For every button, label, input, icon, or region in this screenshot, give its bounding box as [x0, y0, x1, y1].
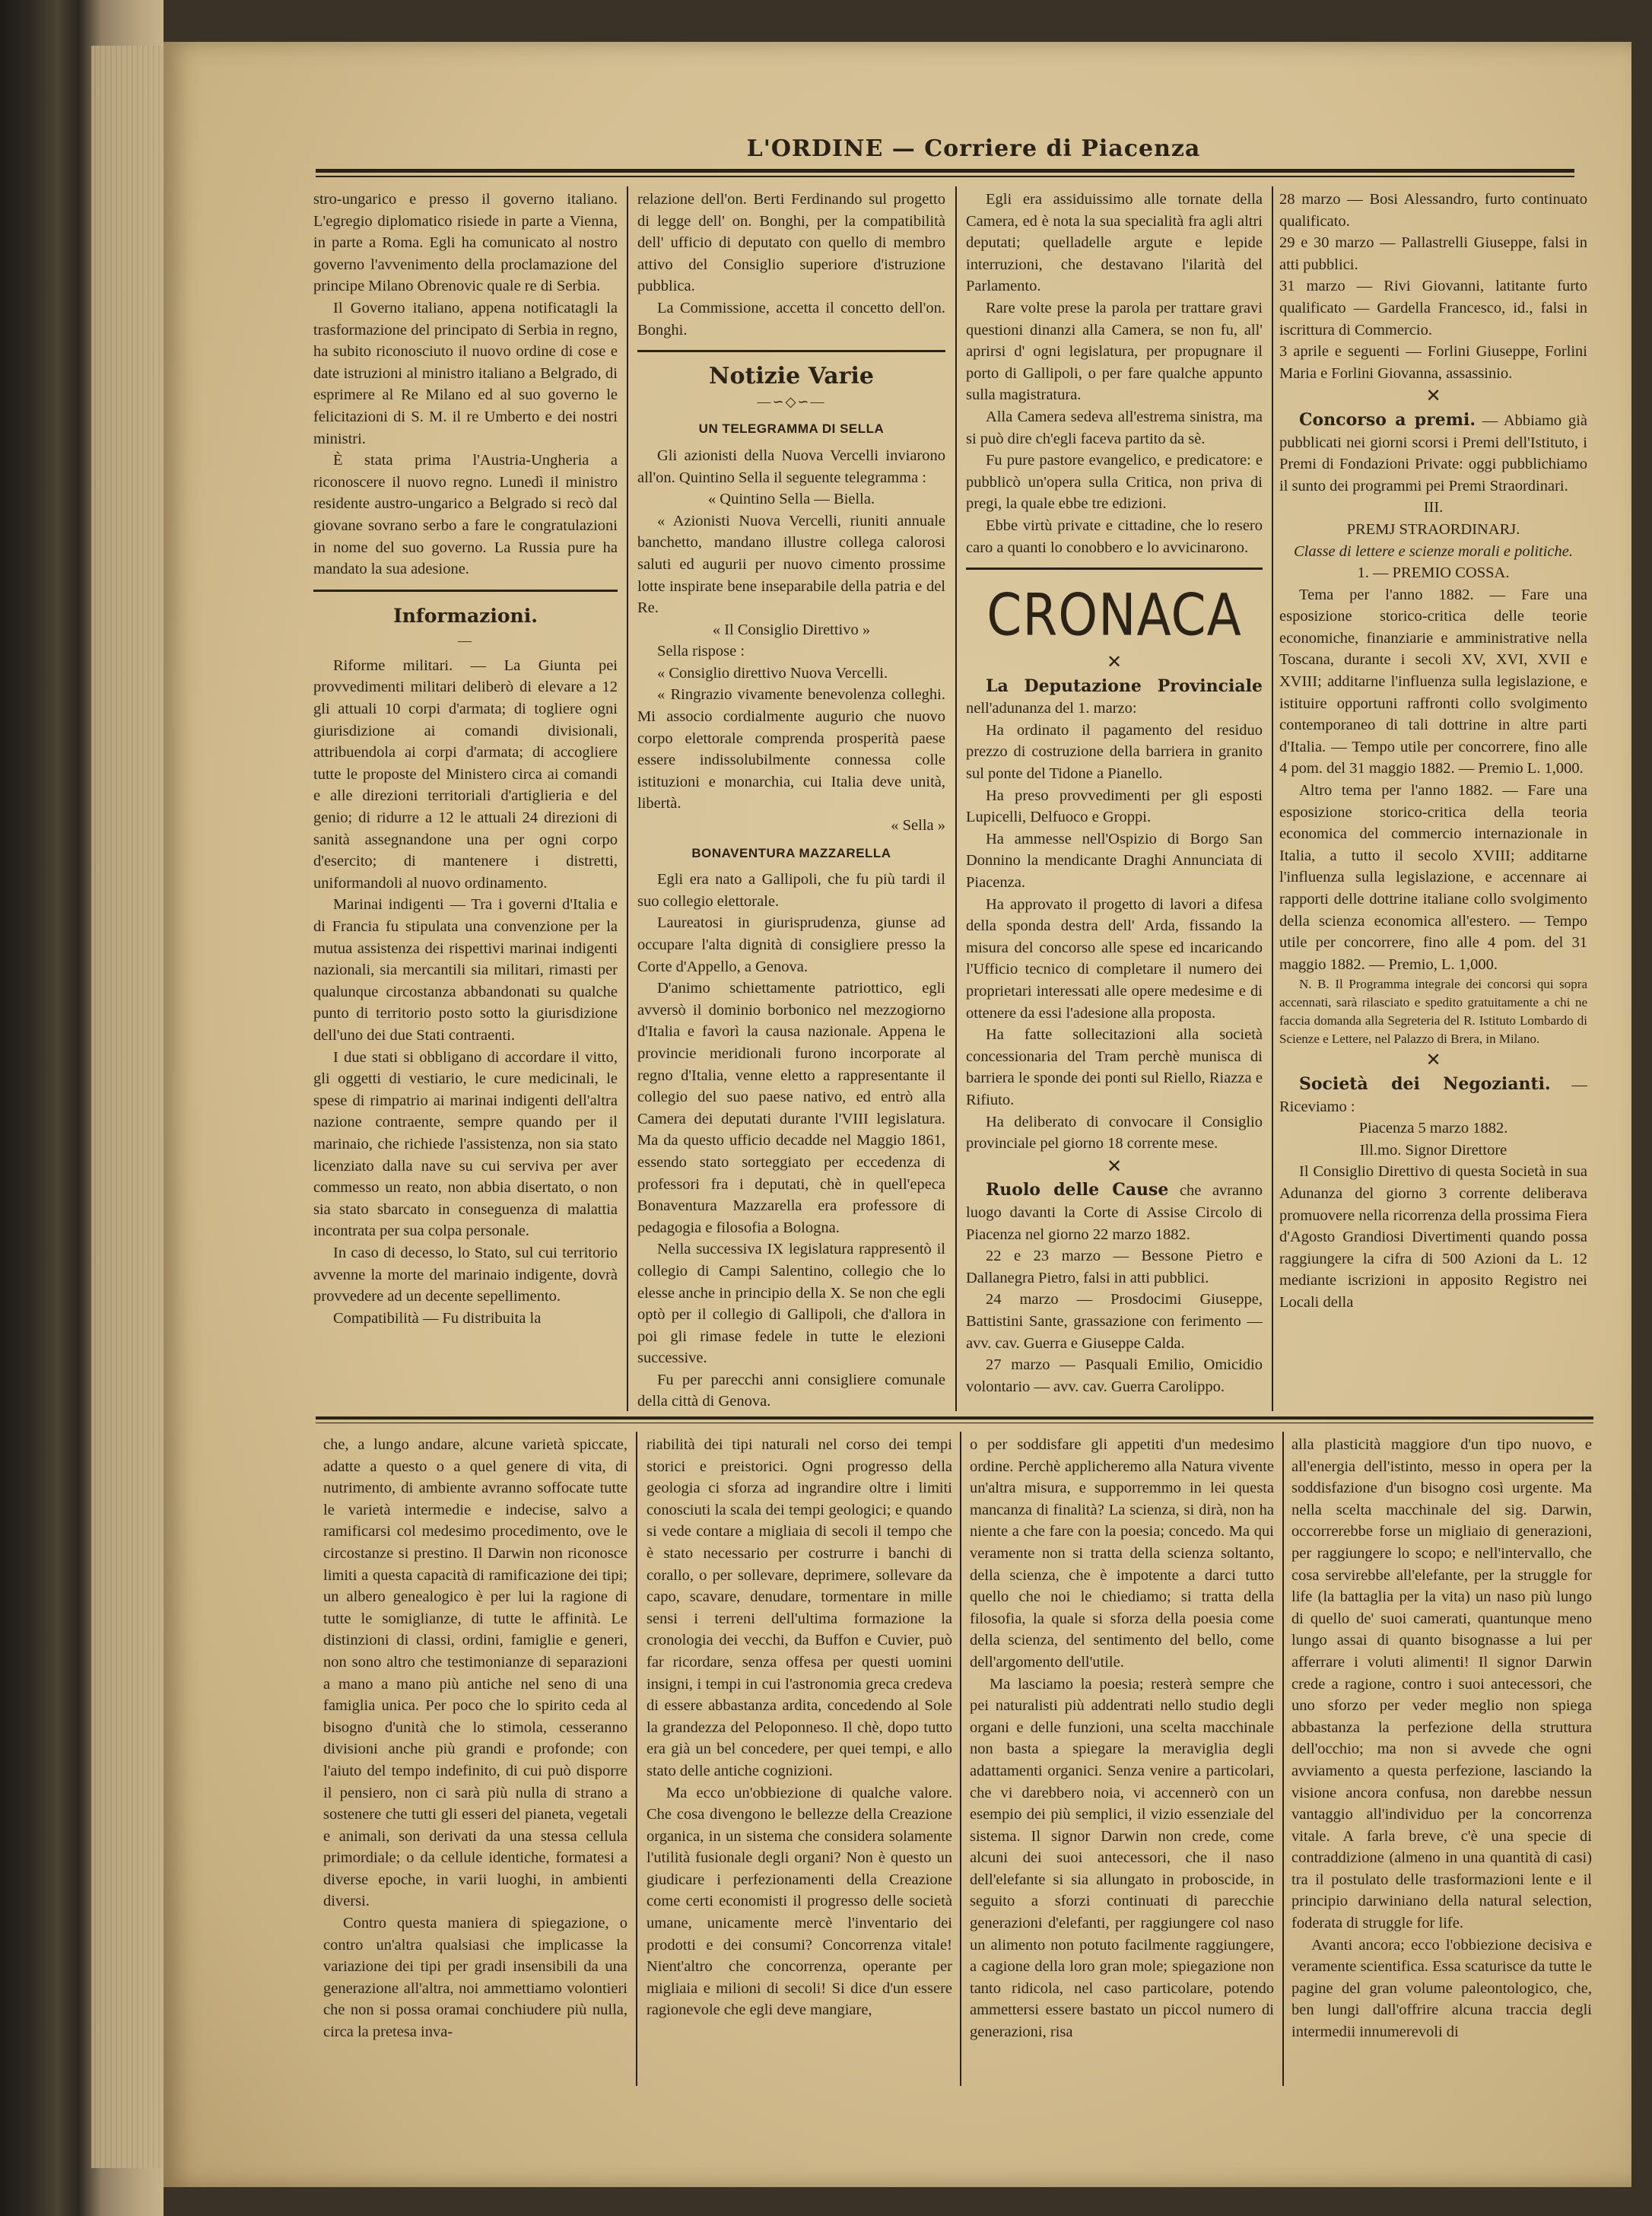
cross-separator: ✕	[1425, 386, 1441, 407]
article-lead-rest: che avranno luogo davanti la Corte di Assise Circolo di Piacenza nel giorno 22 marzo 1882.	[966, 1182, 1263, 1243]
section-title-cronaca: CRONACA	[986, 581, 1242, 649]
lower-column-4	[1291, 1434, 1592, 2088]
footnote: N. B. Il Programma integrale dei concorsi qui sopra accennati, sarà rilasciato e spedito gratuitamente a chi ne faccia domanda alla Segreteria del R. Istituto Lombardo di Scienze e Lettere, nel Palazzo di Brera, in Milano.	[1279, 977, 1587, 1047]
article-paragraph: In caso di decesso, lo Stato, sul cui territorio avvenne la morte del marinaio indigente, dovrà provvedere ad un decente sepellimento.	[313, 1244, 618, 1305]
page-edges	[91, 46, 164, 2168]
article-paragraph: « Consiglio direttivo Nuova Vercelli.	[657, 664, 888, 682]
lower-column-3	[970, 1434, 1274, 2088]
article-paragraph: I due stati si obbligano di accordare il vitto, gli oggetti di vestiario, le cure medicinali, le spese di rimpatrio ai marinai indigenti dell'altra nazione contraente, sempre quando per il marinaio, che richiede l'assistenza, non sia stato licenziato dalla nave su cui serviva per aver commesso un reato, non abbia disertato, o non sia stato sbarcato in conseguenza di malattia incontrata per sua colpa personale.	[313, 1048, 618, 1240]
article-paragraph: Compatibilità — Fu distribuita la	[333, 1309, 542, 1327]
article-paragraph: Riforme militari. — La Giunta pei provvedimenti militari deliberò di elevare a 12 gli attuali 10 corpi d'armata; di togliere ogni giurisdizione ai comandi divisionali, attribuendola ai corpi d'armata; di accogliere tutte le proposte del Ministero circa ai comandi e alle direzioni territoriali d'artiglieria e del genio; di ridurre a 12 le attuali 24 direzioni di sanità assegnandone una per ogni corpo d'esercito; di mantenere i distretti, uniformandoli al nuovo ordinamento.	[313, 657, 618, 892]
article-separator	[313, 590, 618, 592]
article-separator	[966, 568, 1263, 570]
article-paragraph: relazione dell'on. Berti Ferdinando sul progetto di legge dell' on. Bonghi, per la compatibilità dell' ufficio di deputato con quello di membro attivo del Consiglio superiore d'istruzione pubblica.	[637, 191, 945, 295]
article-paragraph: « Il Consiglio Direttivo »	[712, 621, 871, 638]
article-paragraph: Marinai indigenti — Tra i governi d'Italia e di Francia fu stipulata una convenzione per la mutua assistenza dei rispettivi marinai indigenti nazionali, sia mercantili sia militari, rimasti per qualunque circostanza abbandonati su qualche punto di territorio posto sotto la giurisdizione dell'uno dei due Stati contraenti.	[313, 896, 618, 1044]
article-paragraph: 28 marzo — Bosi Alessandro, furto continuato qualificato.	[1279, 191, 1587, 230]
article-paragraph: 31 marzo — Rivi Giovanni, latitante furto qualificato — Gardella Francesco, id., falsi in iscrittura di Commercio.	[1279, 278, 1587, 339]
column-rule	[1272, 186, 1273, 1411]
article-paragraph: Ha fatte sollecitazioni alla società concessionaria del Tram perchè munisca di barriera le sponde dei ponti sul Riello, Riazza e Rifiuto.	[966, 1026, 1263, 1108]
article-paragraph: Ha approvato il progetto di lavori a difesa della sponda destra dell' Arda, fissando la misura del concorso alle spese ed incaricando l'Ufficio tecnico di completare il numero dei proprietari interessati alle opere medesime e di ottenere da essi l'adesione alla proposta.	[966, 895, 1263, 1022]
article-paragraph: o per soddisfare gli appetiti d'un medesimo ordine. Perchè applicheremo alla Natura vivente un'altra misura, e supporremmo in lei questa mancanza di finalità? La scienza, si dirà, non ha niente a che fare con la poesia; concedo. Ma qui veramente non si tratta della scienza soltanto, della scienza, che è impotente a darci tutto quello che noi le chiediamo; si tratta della filosofia, la quale si sforza della poesia come della scienza, del sentimento del bello, come dell'argomento dell'utile.	[970, 1436, 1274, 1671]
article-paragraph: Alla Camera sedeva all'estrema sinistra, ma si può dire ch'egli faceva partito da sè.	[966, 408, 1263, 447]
article-lead: Ruolo delle Cause	[986, 1180, 1169, 1200]
article-lead: Concorso a premi.	[1299, 409, 1476, 430]
section-title: Notizie Varie	[709, 363, 874, 390]
prize-title: 1. — PREMIO COSSA.	[1357, 564, 1510, 582]
article-paragraph: Fu pure pastore evangelico, e predicatore: e pubblicò un'opera sulla Critica, non priva di pregi, la quale ebbe tre edizioni.	[966, 452, 1263, 513]
column-3	[966, 189, 1263, 1413]
article-paragraph: Ha ordinato il pagamento del residuo prezzo di costruzione della barriera in granito sul ponte del Tidone a Pianello.	[966, 721, 1263, 783]
article-paragraph: riabilità dei tipi naturali nel corso dei tempi storici e preistorici. Ogni progresso della geologia ci sforza ad ingrandire oltre i limiti conosciuti la scala dei tempi geologici; e quando si vede contare a migliaia di secoli il tempo che è stato necessario per costrurre i banchi di corallo, o per sollevare, deprimere, sollevare da capo, scavare, denudare, tormentare in mille sensi i terreni dell'ultima formazione la cronologia dei vecchi, da Buffon e Cuvier, può far ricordare, senza offesa per questi uomini insigni, i tempi in cui l'astronomia greca credeva di essere abbastanza ardita, concedendo al Sole la grandezza del Peloponneso. Il chè, dopo tutto era già un bel concedere, per quei tempi, e allo stato delle antiche cognizioni.	[647, 1436, 952, 1779]
article-paragraph: Contro questa maniera di spiegazione, o contro un'altra qualsiasi che implicasse la variazione dei tipi per gradi insensibili da una generazione all'altra, noi ammettiamo volontieri che non si possa oramai conchiudere più nulla, circa la pretesa inva-	[323, 1915, 627, 2041]
article-paragraph: Tema per l'anno 1882. — Fare una esposizione storico-critica delle teorie economiche, finanziarie e amministrative nella Toscana, durante i secoli XV, XVI, XVII e XVIII; additarne l'influenza sulla legislazione, e istituire opportuni raffronti collo svolgimento contemporaneo di tali dottrine in altre parti d'Italia. — Tempo utile per concorrere, fino alle 4 pom. del 31 maggio 1882. — Premio L. 1,000.	[1279, 586, 1587, 777]
section-title: Informazioni.	[393, 604, 538, 627]
article-paragraph: Nella successiva IX legislatura rappresentò il collegio di Campi Salentino, collegio che lo elesse anche in principio della X. Se non che egli optò per il collegio di Gallipoli, che d'allora in poi gli rimase fedele in tutte le elezioni successive.	[637, 1241, 945, 1367]
article-lead: Società dei Negozianti.	[1299, 1073, 1551, 1094]
subsection-subtitle: Classe di lettere e scienze morali e politiche.	[1293, 542, 1574, 560]
article-paragraph: Fu per parecchi anni consigliere comunale della città di Genova.	[637, 1371, 945, 1410]
column-rule	[960, 1432, 961, 2086]
article-paragraph: alla plasticità maggiore d'un tipo nuovo, e all'energia dell'istinto, messo in opera per la soddisfazione d'un bisogno così urgente. Ma nella scelta macchinale del sig. Darwin, occorrerebbe forse un migliaio di generazioni, per raggiungere lo scopo; e nell'intervallo, che cosa servirebbe all'elefante, per la struggle for life (la battaglia per la vita) un naso più lungo di quello de' suoi camerati, quantunque meno lungo assai di quanto bisognasse a lui per afferrare i voluti alimenti! Il signor Darwin crede a ragione, contro i suoi antecessori, che uno sforzo per veder meglio non spiega abbastanza la perfezione della struttura dell'occhio; ma non si avvede che ogni avviamento a questa perfezione, lasciando la visione ancora confusa, non darebbe nessun vantaggio all'individuo per la concorrenza vitale. A farla breve, c'è una specie di contraddizione (almeno in una quantità di casi) tra il postulato delle trasformazioni lente e il principio darwiniano della natural selection, foderata di struggle for life.	[1291, 1436, 1592, 1932]
article-paragraph: « Quintino Sella — Biella.	[707, 491, 875, 508]
section-rule	[316, 1416, 1593, 1420]
article-paragraph: Avanti ancora; ecco l'obbiezione decisiva e veramente scientifica. Essa scaturisce da tutte le pagine del gran volume paleontologico, che, ben lungi dall'offrire alcuna traccia degli intermedii innumerevoli di	[1291, 1936, 1592, 2041]
lower-column-2	[647, 1434, 952, 2088]
article-lead-rest: — Abbiamo già pubblicati nei giorni scorsi i Premi dell'Istituto, i Premi di Fondazioni Private: oggi pubblichiamo il sunto dei programmi pei Premi Straordinari.	[1279, 412, 1587, 494]
article-paragraph: « Ringrazio vivamente benevolenza colleghi. Mi associo cordialmente augurio che nuovo corpo elettorale comprenda prosperità paese essere indissolubilmente connessa colle istituzioni e monarchia, cui Italia deve unità, libertà.	[637, 686, 945, 812]
cross-separator: ✕	[1425, 1051, 1441, 1071]
column-rule	[636, 1432, 637, 2086]
article-paragraph: Laureatosi in giurisprudenza, giunse ad occupare l'alta dignità di consigliere presso la Corte d'Appello, a Genova.	[637, 914, 945, 975]
article-paragraph: che, a lungo andare, alcune varietà spiccate, adatte a questo o a quel genere di vita, di nutrimento, di ambiente avranno soffocate tutte le varietà intermedie e indecise, salvo a ramificarsi col medesimo procedimento, ove le circostanze si prestino. Il Darwin non riconosce limiti a questa capacità di ramificazione dei tipi; un albero genealogico è per lui la ragione di tutte le somiglianze, di tutte le affinità. Le distinzioni di classi, ordini, famiglie e generi, non sono altro che testimonianze di separazioni a mano a mano più antiche nel seno di una famiglia unica. Per poco che lo spirito ceda al bisogno d'unità che lo stimola, cesseranno divisioni anche più grandi e profonde; con l'aiuto del tempo indefinito, di cui può disporre il pensiero, non ci sarà più nulla di strano a sostenere che tutti gli esseri del pianeta, vegetali e animali, son derivati da una stessa cellula primordiale; o da cellule identiche, formatesi a diverse epoche, in varii luoghi, in ambienti diversi.	[323, 1436, 627, 1910]
letter-salute: Ill.mo. Signor Direttore	[1359, 1141, 1507, 1159]
article-paragraph: « Azionisti Nuova Vercelli, riuniti annuale banchetto, mandano illustre collega calorosi saluti ed augurii per nuovo cimento prossime lotte inspirate bene inseparabile della patria e del Re.	[637, 512, 945, 617]
article-paragraph: « Sella »	[891, 817, 945, 835]
header-rule	[316, 169, 1574, 173]
title-dash: —	[458, 633, 473, 649]
book-binding	[0, 0, 164, 2216]
column-4	[1279, 189, 1587, 1413]
article-paragraph: 27 marzo — Pasquali Emilio, Omicidio volontario — avv. cav. Guerra Carolippo.	[966, 1356, 1263, 1395]
article-paragraph: Altro tema per l'anno 1882. — Fare una esposizione storico-critica della teoria economica del commercio internazionale in Italia, a tutto il secolo XVIII; additarne l'influenza sulla legislazione, e accennare ai rapporti delle dottrine italiane collo svolgimento della scienza economica all'estero. — Tempo utile per concorrere, fino alle 4 pom. del 31 maggio 1882. — Premio, L. 1,000.	[1279, 782, 1587, 973]
article-paragraph: Egli era nato a Gallipoli, che fu più tardi il suo collegio elettorale.	[637, 871, 945, 910]
column-rule	[627, 186, 628, 1411]
article-lead-rest: nell'adunanza del 1. marzo:	[966, 700, 1137, 717]
article-title: UN TELEGRAMMA DI SELLA	[698, 421, 885, 437]
cross-separator: ✕	[1106, 653, 1123, 673]
article-paragraph: È stata prima l'Austria-Ungheria a riconoscere il nuovo regno. Lunedì il ministro residente austro-ungarico a Belgrado si recò dal giovane sovrano serbo a fare le congratulazioni in nome del suo governo. La Russia pure ha mandato la sua adesione.	[313, 452, 618, 578]
title-flourish: —∽◇∽—	[757, 393, 826, 409]
article-paragraph: Ha deliberato di convocare il Consiglio provinciale pel giorno 18 corrente mese.	[966, 1113, 1263, 1153]
article-paragraph: Il Consiglio Direttivo di questa Società in sua Adunanza del giorno 3 corrente deliberava promuovere nella ricorrenza della prossima Fiera d'Agosto Grandiosi Divertimenti quando possa raggiungere la cifra di 500 Azioni da L. 12 mediante iscrizioni in apposito Registro nei Locali della	[1279, 1163, 1587, 1311]
article-paragraph: D'animo schiettamente patriottico, egli avversò il dominio borbonico nel mezzogiorno d'Italia e favorì la causa nazionale. Appena le provincie meridionali furono incorporate al regno d'Italia, venne eletto a rappresentante il collegio del suo paese nativo, ed entrò alla Camera dei deputati durante l'VIII legislatura. Ma da questo ufficio decadde nel Maggio 1861, essendo stato sorteggiato per eccedenza di professori fra i deputati, chè in quell'epeca Bonaventura Mazzarella era professore di pedagogia e filosofia a Bologna.	[637, 980, 945, 1236]
column-rule	[1282, 1432, 1284, 2086]
column-1	[313, 189, 618, 1413]
article-paragraph: stro-ungarico e presso il governo italiano. L'egregio diplomatico risiede in parte a Vienna, in parte a Roma. Egli ha comunicato al nostro governo l'avvenimento della proclamazione del principe Milano Obrenovic quale re di Serbia.	[313, 191, 618, 295]
article-paragraph: 29 e 30 marzo — Pallastrelli Giuseppe, falsi in atti pubblici.	[1279, 234, 1587, 273]
letter-date: Piacenza 5 marzo 1882.	[1358, 1120, 1508, 1137]
article-title: BONAVENTURA MAZZARELLA	[691, 845, 891, 860]
lower-column-1	[323, 1434, 627, 2088]
article-paragraph: Gli azionisti della Nuova Vercelli inviarono all'on. Quintino Sella il seguente telegramma :	[637, 447, 945, 486]
article-paragraph: Egli era assiduissimo alle tornate della Camera, ed è nota la sua specialità fra agli altri deputati; quelladelle argute e lepide interruzioni, che destavano l'ilarità del Parlamento.	[966, 191, 1263, 295]
article-paragraph: Sella rispose :	[657, 643, 745, 660]
roman-numeral: III.	[1423, 499, 1444, 517]
article-paragraph: Ha preso provvedimenti per gli esposti Lupicelli, Delfuoco e Groppi.	[966, 787, 1263, 826]
article-paragraph: Ha ammesse nell'Ospizio di Borgo San Donnino la mendicante Draghi Annunciata di Piacenza.	[966, 830, 1263, 892]
column-2	[637, 189, 945, 1413]
article-lead-rest: — Riceviamo :	[1279, 1076, 1587, 1115]
article-paragraph: 3 aprile e seguenti — Forlini Giuseppe, Forlini Maria e Forlini Giovanna, assassinio.	[1279, 343, 1587, 382]
article-paragraph: 24 marzo — Prosdocimi Giuseppe, Battistini Sante, grassazione con ferimento — avv. cav. Guerra e Giuseppe Calda.	[966, 1291, 1263, 1352]
article-paragraph: Ma ecco un'obbiezione di qualche valore. Che cosa divengono le bellezze della Creazione organica, in un sistema che considera solamente l'utilità fusionale degli organi? Non è questo un giudicare i perfezionamenti della Creazione come certi economisti il progresso delle società umane, unicamente mercè l'inventario dei prodotti e dei consumi? Concorrenza vitale! Nient'altro che concorrenza, operante per migliaia e milioni di secoli! Si dice d'un essere ragionevole che egli deve mangiare,	[647, 1784, 952, 2019]
article-separator	[637, 350, 945, 352]
article-paragraph: Ebbe virtù private e cittadine, che lo resero caro a quanti lo conobbero e lo avvicinarono.	[966, 517, 1263, 556]
cross-separator: ✕	[1106, 1156, 1123, 1177]
header-rule-thin	[316, 176, 1574, 177]
page-header: L'ORDINE — Corriere di Piacenza	[746, 135, 1201, 162]
article-paragraph: La Commissione, accetta il concetto dell'on. Bonghi.	[637, 299, 945, 339]
column-rule	[955, 186, 957, 1411]
article-lead: La Deputazione Provinciale	[986, 676, 1263, 696]
article-paragraph: Ma lasciamo la poesia; resterà sempre che pei naturalisti più addentrati nello studio degli organi e delle funzioni, una scelta macchinale non basta a spiegare la meraviglia degli adattamenti organici. Senza venire a particolari, che vi darebbero noia, vi accennerò con un esempio dei più semplici, il vizio essenziale del sistema. Il signor Darwin non crede, come alcuni dei suoi antecessori, che il naso dell'elefante si sia allungato in proboscide, in seguito a sforzi continuati di parecchie generazioni d'elefanti, per raggiungere col naso un alimento non potuto facilmente raggiungere, a cagione della loro gran mole; spiegazione non tanto ridicola, nel caso particolare, potendo ammettersi essere bastato un piccol numero di generazioni, risa	[970, 1675, 1274, 2041]
subsection-title: PREMJ STRAORDINARJ.	[1346, 520, 1520, 538]
article-paragraph: 22 e 23 marzo — Bessone Pietro e Dallanegra Pietro, falsi in atti pubblici.	[966, 1248, 1263, 1286]
article-paragraph: Il Governo italiano, appena notificatagli la trasformazione del principato di Serbia in regno, ha subito riconosciuto il nuovo ordine di cose e date istruzioni al ministro italiano a Belgrado, di esprimere al Re Milano ed al suo governo le felicitazioni di S. M. il re Umberto e dei nostri ministri.	[313, 299, 618, 447]
article-paragraph: Rare volte prese la parola per trattare gravi questioni dinanzi alla Camera, se non fu, all' aprirsi d' ogni legislatura, per propugnare il porto di Gallipoli, o per fare qualche appunto sulla magistratura.	[966, 299, 1263, 404]
